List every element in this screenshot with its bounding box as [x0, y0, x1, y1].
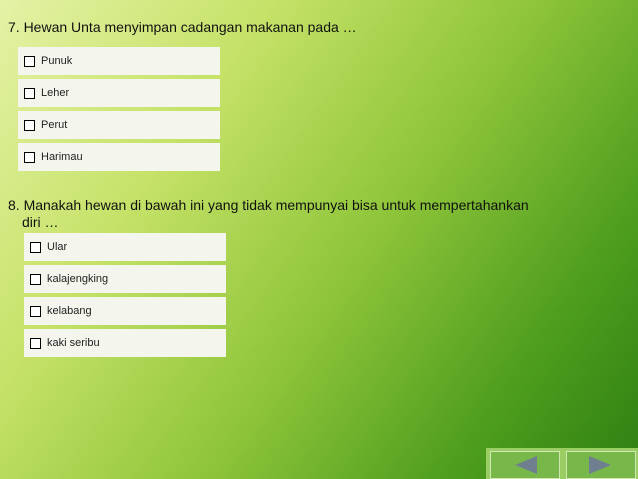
checkbox[interactable]	[30, 306, 41, 317]
checkbox[interactable]	[24, 120, 35, 131]
option-label: kalajengking	[47, 273, 109, 285]
checkbox[interactable]	[30, 338, 41, 349]
checkbox[interactable]	[24, 152, 35, 163]
option-label: Harimau	[41, 151, 83, 163]
checkbox[interactable]	[24, 56, 35, 67]
checkbox[interactable]	[30, 274, 41, 285]
option-label: Ular	[47, 241, 68, 253]
q7-option-leher[interactable]	[18, 79, 220, 107]
q8-option-ular[interactable]	[24, 233, 226, 261]
q7-option-punuk[interactable]	[18, 47, 220, 75]
prev-button[interactable]	[490, 451, 560, 479]
q7-option-harimau[interactable]	[18, 143, 220, 171]
option-label: Leher	[41, 87, 70, 99]
triangle-left-icon	[507, 454, 543, 476]
triangle-right-icon	[583, 454, 619, 476]
question-7-text: 7. Hewan Unta menyimpan cadangan makanan pada …	[8, 19, 357, 35]
checkbox[interactable]	[30, 242, 41, 253]
question-8-line1: 8. Manakah hewan di bawah ini yang tidak mempunyai bisa untuk mempertahankan	[8, 197, 529, 213]
q8-option-kaki-seribu[interactable]	[24, 329, 226, 357]
q8-option-kelabang[interactable]	[24, 297, 226, 325]
option-label: kaki seribu	[47, 337, 100, 349]
option-label: Perut	[41, 119, 68, 131]
question-8-line2: diri …	[22, 214, 59, 230]
option-label: Punuk	[41, 55, 73, 67]
q8-option-kalajengking[interactable]	[24, 265, 226, 293]
q7-option-perut[interactable]	[18, 111, 220, 139]
option-label: kelabang	[47, 305, 92, 317]
checkbox[interactable]	[24, 88, 35, 99]
question-8-text	[8, 197, 618, 231]
next-button[interactable]	[566, 451, 636, 479]
